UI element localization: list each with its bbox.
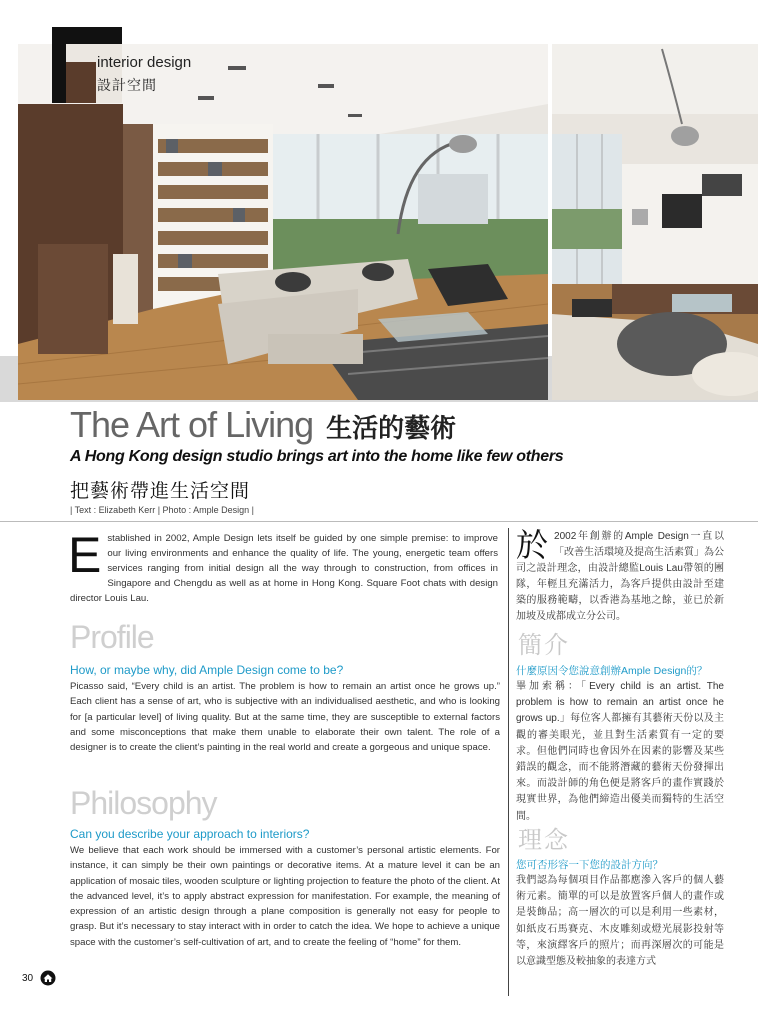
intro-text: stablished in 2002, Ample Design lets itself be guided by one simple premise: to improve our living environments and enhance the quality of life. The young, energetic team offers services ranging from initial design all the way through to construction, from offices in Singapore and Chengdu as well as at home in Hong Kong. Square Foot chats with design director Louis Lau. — [70, 533, 498, 604]
philosophy-heading: Philosophy — [70, 785, 217, 821]
drop-cap: E — [68, 527, 102, 583]
section-label-zh: 設計空間 — [97, 77, 157, 93]
philosophy-answer: We believe that each work should be immersed with a customer’s personal artistic elements. For instance, it can simply be their own paintings or decorative items. At a mature level it can be an application of mosaic tiles, wooden sculpture or lighting projection to feature the photo of the client. At the advanced level, it’s to apply abstract expression for manifestation. For example, the meaning of expression of an artistic design through a plane composition is generally not easy for people to grasp. But it’s necessary to stay interact with in order to catch the idea. We hope to achieve a unique space with the customer’s self-cultivation of art, and to create the feeling of “home” for them. — [70, 845, 500, 948]
profile-question-zh: 什麼原因令您說意創辦Ample Design的？ — [516, 665, 708, 677]
profile-question: How, or maybe why, did Ample Design come to be? — [70, 663, 344, 677]
profile-heading: Profile — [70, 619, 154, 655]
section-label: interior design — [97, 54, 192, 71]
profile-answer-zh: 畢加索稱：「Every child is an artist. The problem is how to remain an artist once he grows up.」每位客人都擁有其藝術天份以及主觀的審美眼光，並且對生活素質有一定的要求。但他們同時也會因外在因素的影響及某些錯誤的觀念，而不能將潛藏的藝術天份發揮出來。而設計師的角色便是將客戶的畫作實踐於現實世界，為他們締造出優美而獨特的生活空間。 — [516, 681, 724, 822]
intro-paragraph-zh — [516, 529, 724, 625]
intro-paragraph — [68, 527, 498, 606]
divider — [0, 521, 758, 522]
article-title-en: The Art of Living — [70, 404, 314, 445]
column-divider — [508, 528, 509, 996]
intro-text-zh: 2002年創辦的Ample Design一直以「改善生活環境及提高生活素質」為公司之設計理念，由設計總監Louis Lau帶領的團隊，年輕且充滿活力，為客戶提供由設計至建築的服務範疇，以香港為基地之餘，並已於新加坡及成都成立分公司。 — [516, 531, 725, 622]
drop-cap-zh: 於 — [516, 527, 549, 563]
philosophy-question: Can you describe your approach to interiors? — [70, 827, 310, 841]
article-subtitle: A Hong Kong design studio brings art into the home like few others — [70, 448, 564, 465]
tv-room-photo — [552, 44, 758, 400]
home-icon — [40, 970, 56, 986]
profile-answer: Picasso said, “Every child is an artist. The problem is how to remain an artist once he grows up.” Each client has a sense of art, who is subjective with an individualised aesthetic, and who is looking for [a particular level] of living quality. But at the same time, they are susceptible to external factors and some misconceptions that make them unable to elaborate their own talent. The role of a designer is to create the client’s painting in the real world and create a gorgeous and unique space. — [70, 681, 500, 754]
philosophy-heading-zh: 理念 — [518, 827, 570, 854]
page-number: 30 — [22, 973, 34, 984]
article-credits: | Text : Elizabeth Kerr | Photo : Ample Design | — [70, 505, 254, 515]
philosophy-question-zh: 您可否形容一下您的設計方向？ — [516, 859, 663, 871]
philosophy-answer-zh: 我們認為每個項目作品都應滲入客戶的個人藝術元素。簡單的可以是放置客戶個人的畫作或是裝飾品；高一層次的可以是利用一些素材，如紙皮石馬賽克、木皮雕刻或燈光展影投射等等，來演繹客戶的照片；而再深層次的可能是以意識型態及較抽象的表達方式 — [516, 875, 724, 968]
article-title — [70, 404, 456, 446]
article-title-zh: 生活的藝術 — [326, 413, 457, 443]
article-subtitle-zh: 把藝術帶進生活空間 — [70, 481, 251, 502]
profile-heading-zh: 簡介 — [518, 632, 570, 659]
